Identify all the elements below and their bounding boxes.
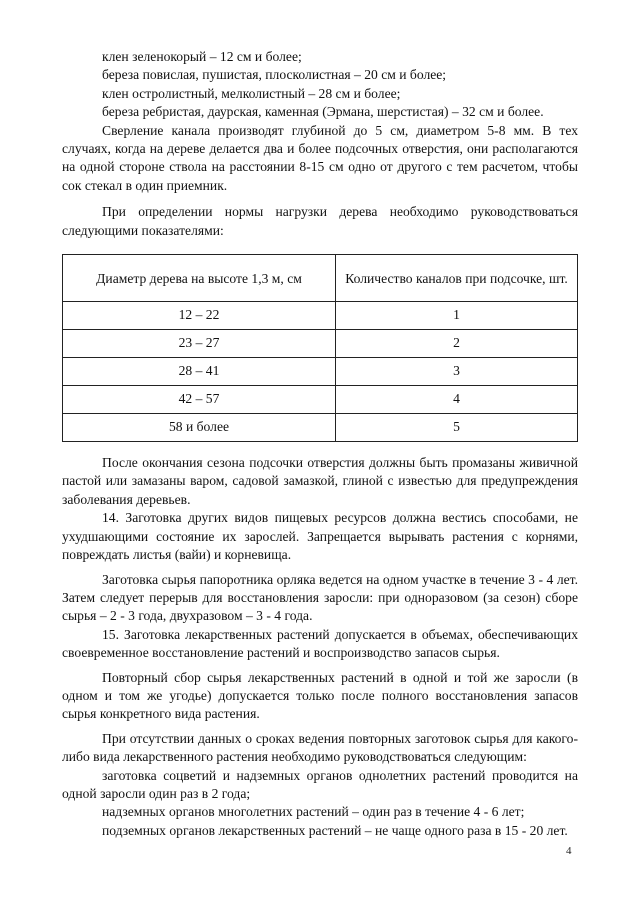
paragraph-drilling: Сверление канала производят глубиной до 5 см, диаметром 5-8 мм. В тех случаях, когда на дереве делается два и более подсочных отверстия, они располагаются на одной стороне ствола на расстоянии 8-15 см одно от другого с тем расчетом, чтобы сок стекал в один приемник. [62, 122, 578, 193]
cell-diameter: 12 – 22 [63, 302, 336, 330]
paragraph-14: 14. Заготовка других видов пищевых ресурсов должна вестись способами, не ухудшающими состояние их зарослей. Запрещается вырывать растения с корнями, повреждать листья (вайи) и корневища. [62, 510, 578, 563]
paragraph-15: 15. Заготовка лекарственных растений допускается в объемах, обеспечивающих своевременное восстановление растений и воспроизводство запасов сырья. [62, 626, 578, 661]
paragraph-repeat: Повторный сбор сырья лекарственных растений в одной и той же заросли (в одном и том же угодье) допускается только после полного восстановления запасов сырья конкретного вида растения. [62, 669, 578, 722]
paragraph-after-season: После окончания сезона подсочки отверстия должны быть промазаны живичной пастой или замазаны варом, садовой замазкой, глиной с известью для предупреждения заболевания деревьев. [62, 455, 578, 507]
table-header-row [63, 255, 578, 302]
table-row [63, 330, 578, 358]
header-diameter: Диаметр дерева на высоте 1,3 м, см [63, 255, 336, 302]
paragraph-absence: При отсутствии данных о сроках ведения повторных заготовок сырья для какого-либо вида лекарственного растения необходимо руководствоваться следующим: [62, 730, 578, 765]
cell-diameter: 28 – 41 [63, 358, 336, 386]
cell-diameter: 58 и более [63, 414, 336, 442]
cell-channels: 4 [336, 386, 578, 414]
cell-channels: 2 [336, 330, 578, 358]
cell-channels: 5 [336, 414, 578, 442]
table-row [63, 358, 578, 386]
list-item: клен остролистный, мелколистный – 28 см и более; [102, 85, 401, 101]
document-page [62, 48, 578, 840]
page-number: 4 [566, 845, 572, 857]
cell-channels: 1 [336, 302, 578, 330]
cell-diameter: 23 – 27 [63, 330, 336, 358]
table-row [63, 386, 578, 414]
header-channels: Количество каналов при подсочке, шт. [336, 255, 578, 302]
paragraph-load: При определении нормы нагрузки дерева необходимо руководствоваться следующими показателями: [62, 204, 578, 238]
load-norms-table [62, 254, 578, 442]
list-item: заготовка соцветий и надземных органов однолетних растений проводится на одной заросли один раз в 2 года; [62, 767, 578, 801]
list-item: надземных органов многолетних растений – один раз в течение 4 - 6 лет; [102, 804, 525, 820]
table-row [63, 414, 578, 442]
intro-list [62, 48, 578, 122]
table-row [63, 302, 578, 330]
list-item: подземных органов лекарственных растений – не чаще одного раза в 15 - 20 лет. [102, 822, 568, 838]
paragraph-fern: Заготовка сырья папоротника орляка ведется на одном участке в течение 3 - 4 лет. Затем следует перерыв для восстановления заросли: при одноразовом (за сезон) сборе сырья – 2 - 3 года, двухразовом – 3 - 4 года. [62, 571, 578, 624]
list-item: береза ребристая, даурская, каменная (Эрмана, шерстистая) – 32 см и более. [102, 104, 544, 120]
cell-channels: 3 [336, 358, 578, 386]
list-item: береза повислая, пушистая, плосколистная – 20 см и более; [102, 67, 447, 83]
list-item: клен зеленокорый – 12 см и более; [102, 49, 302, 64]
closing-list [62, 767, 578, 841]
cell-diameter: 42 – 57 [63, 386, 336, 414]
